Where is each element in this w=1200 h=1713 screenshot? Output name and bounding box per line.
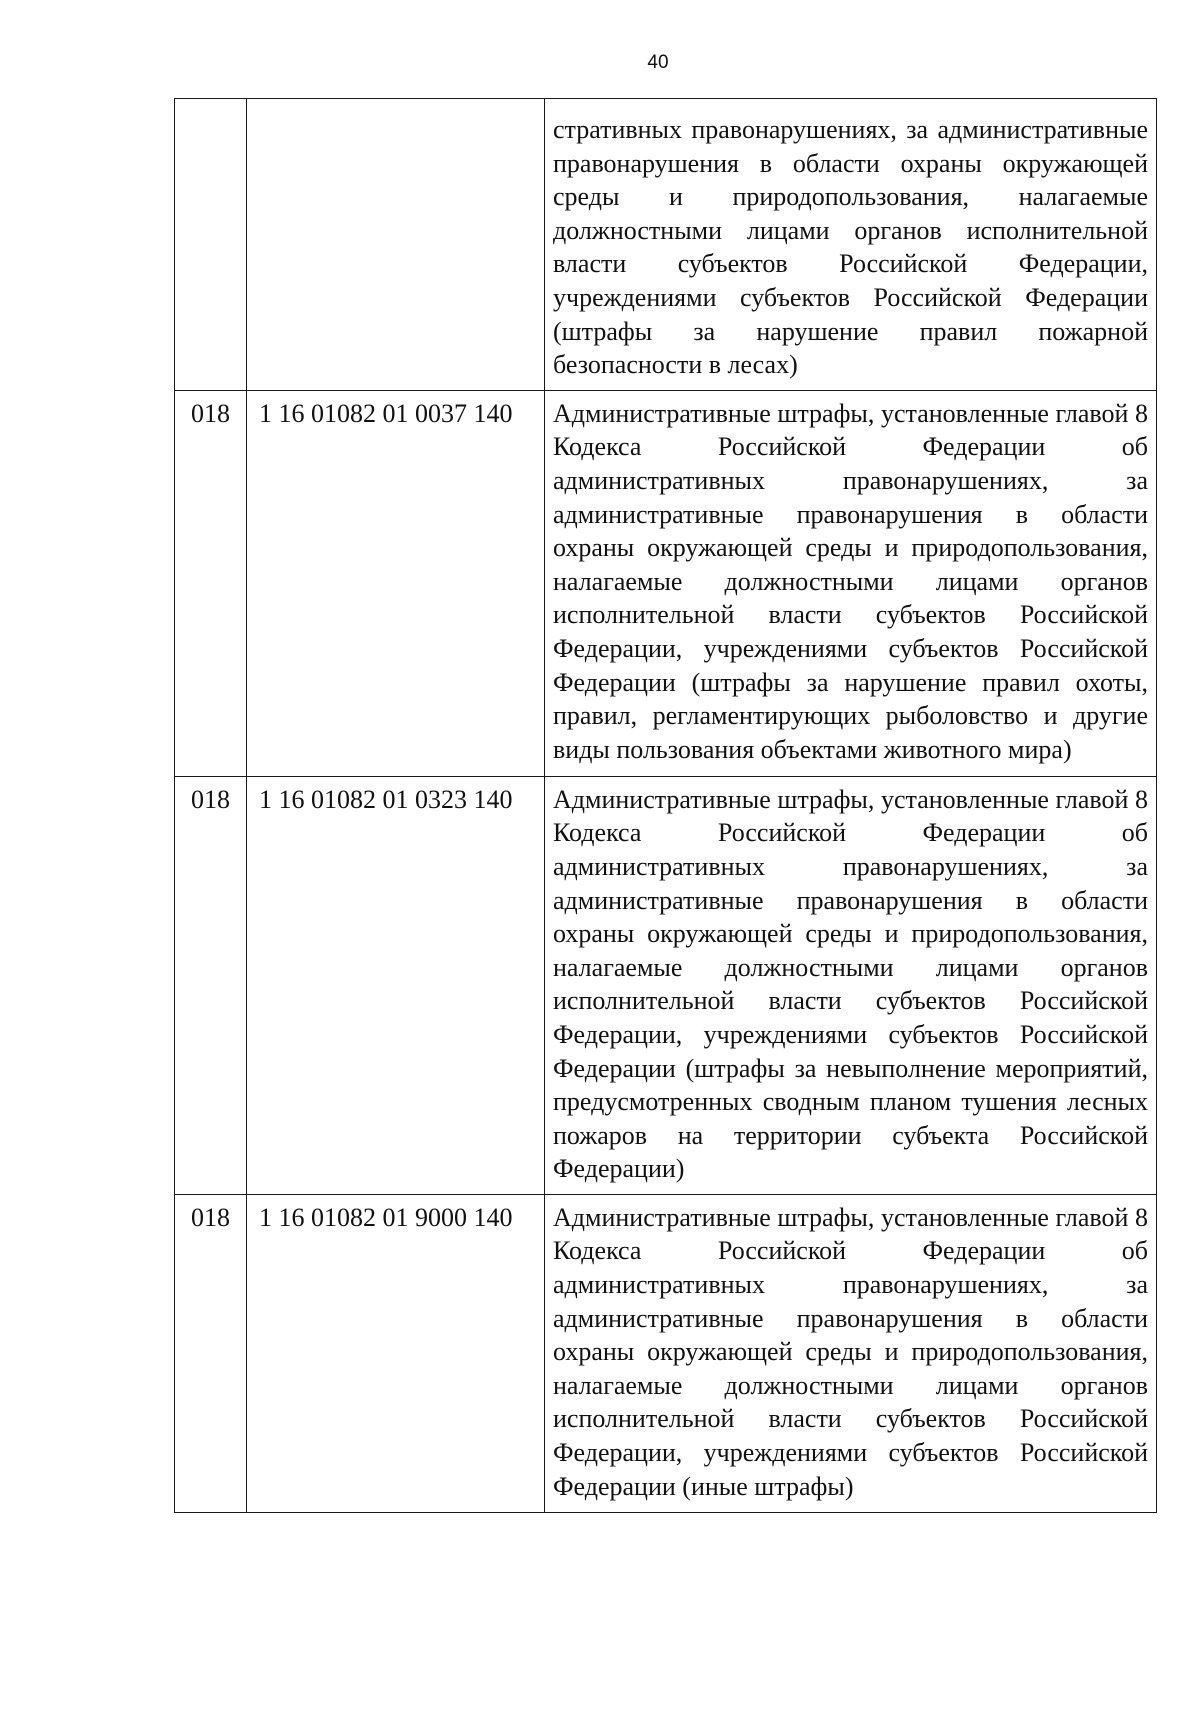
revenue-codes-table <box>174 98 1157 1513</box>
table-row <box>175 776 1157 1194</box>
table-row <box>175 99 1157 391</box>
budget-code-cell <box>247 99 545 391</box>
description-cell: Административные штрафы, установленные главой 8 Кодекса Российской Федерации об административных правонарушениях, за административные правонарушения в области охраны окружающей среды и природопользования, налагаемые должностными лицами органов исполнительной власти субъектов Российской Федерации, учреждениями субъектов Российской Федерации (штрафы за невыполнение мероприятий, предусмотренных сводным планом тушения лесных пожаров на территории субъекта Российской Федерации) <box>545 776 1157 1194</box>
admin-code-cell: 018 <box>175 1194 247 1512</box>
description-cell: стративных правонарушениях, за административные правонарушения в области охраны окружающей среды и природопользования, налагаемые должностными лицами органов исполнительной власти субъектов Российской Федерации, учреждениями субъектов Российской Федерации (штрафы за нарушение правил пожарной безопасности в лесах) <box>545 99 1157 391</box>
description-cell: Административные штрафы, установленные главой 8 Кодекса Российской Федерации об административных правонарушениях, за административные правонарушения в области охраны окружающей среды и природопользования, налагаемые должностными лицами органов исполнительной власти субъектов Российской Федерации, учреждениями субъектов Российской Федерации (штрафы за нарушение правил охоты, правил, регламентирующих рыболовство и другие виды пользования объектами животного мира) <box>545 390 1157 776</box>
admin-code-cell: 018 <box>175 776 247 1194</box>
admin-code-cell <box>175 99 247 391</box>
page-number: 40 <box>647 52 669 73</box>
description-cell: Административные штрафы, установленные главой 8 Кодекса Российской Федерации об административных правонарушениях, за административные правонарушения в области охраны окружающей среды и природопользования, налагаемые должностными лицами органов исполнительной власти субъектов Российской Федерации, учреждениями субъектов Российской Федерации (иные штрафы) <box>545 1194 1157 1512</box>
budget-code-cell: 1 16 01082 01 0037 140 <box>247 390 545 776</box>
budget-code-cell: 1 16 01082 01 9000 140 <box>247 1194 545 1512</box>
table-row <box>175 1194 1157 1512</box>
admin-code-cell: 018 <box>175 390 247 776</box>
table-row <box>175 390 1157 776</box>
budget-code-cell: 1 16 01082 01 0323 140 <box>247 776 545 1194</box>
